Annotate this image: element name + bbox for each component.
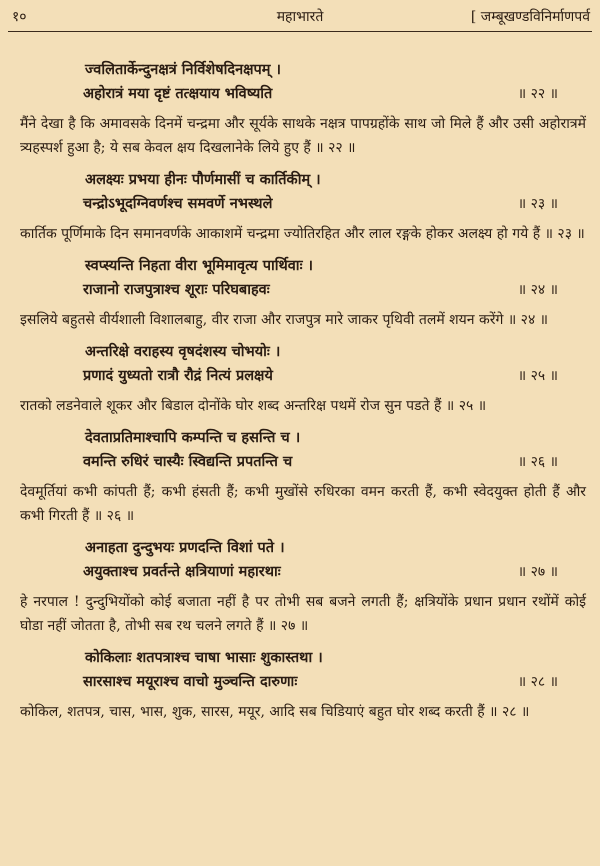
book-title: महाभारते <box>276 9 324 25</box>
verse-line-2 <box>20 450 586 474</box>
verse-line-1: स्वप्स्यन्ति निहता वीरा भूमिमावृत्य पार्थिवाः । <box>85 257 314 274</box>
verse-26-translation: देवमूर्तियां कभी कांपती हैं; कभी हंसती हैं; कभी मुखोंसे रुधिरका वमन करती हैं, कभी स्वेदयुक्त होती हैं और कभी गिरती हैं ॥ २६ ॥ <box>20 484 586 524</box>
verse-23-translation: कार्तिक पूर्णिमाके दिन समानवर्णके आकाशमें चन्द्रमा ज्योतिरहित और लाल रङ्गके होकर अलक्ष्य हो गये हैं ॥ २३ ॥ <box>20 226 585 242</box>
verse-line-1: ज्वलितार्केन्दुनक्षत्रं निर्विशेषदिनक्षपम् । <box>85 61 281 78</box>
verse-line-2 <box>20 82 586 106</box>
verse-number: ॥ २८ ॥ <box>517 674 558 690</box>
verse-line-1: अनाहता दुन्दुभयः प्रणदन्ति विशां पते । <box>85 539 285 556</box>
verse-22 <box>20 58 586 106</box>
verse-22-translation: मैंने देखा है कि अमावसके दिनमें चन्द्रमा और सूर्यके साथके नक्षत्र पापग्रहोंके साथ जो मिले हैं और उसी अहोरात्रमें त्र्यहस्पर्श हुआ है; ये सब केवल क्षय दिखलानेके लिये हुए हैं ॥ २२ ॥ <box>20 116 586 156</box>
verse-23 <box>20 168 586 216</box>
verse-27 <box>20 536 586 584</box>
verse-24-translation: इसलिये बहुतसे वीर्यशाली विशालबाहु, वीर राजा और राजपुत्र मारे जाकर पृथिवी तलमें शयन करेंगे ॥ २४ ॥ <box>20 312 549 328</box>
verse-24 <box>20 254 586 302</box>
page-header <box>0 0 600 30</box>
header-rule <box>8 31 592 32</box>
verse-number: ॥ २२ ॥ <box>517 86 558 102</box>
verse-line-2 <box>20 670 586 694</box>
verse-line-2-text: राजानो राजपुत्राश्च शूराः परिघबाहवः <box>83 281 270 298</box>
verse-27-translation: हे नरपाल ! दुन्दुभियोंको कोई बजाता नहीं है पर तोभी सब बजने लगती हैं; क्षत्रियोंके प्रधान प्रधान रथोंमें कोई घोडा नहीं जोतता है, तोभी सब रथ चलने लगते हैं ॥ २७ ॥ <box>20 594 586 634</box>
verse-26 <box>20 426 586 474</box>
verse-line-2-text: सारसाश्च मयूराश्च वाचो मुञ्चन्ति दारुणाः <box>83 673 298 690</box>
page-content <box>20 58 586 732</box>
page-number: १० <box>12 9 27 25</box>
verse-25 <box>20 340 586 388</box>
verse-line-2 <box>20 560 586 584</box>
verse-line-2 <box>20 364 586 388</box>
verse-line-1: अन्तरिक्षे वराहस्य वृषदंशस्य चोभयोः । <box>85 343 281 360</box>
verse-line-1: कोकिलाः शतपत्राश्च चाषा भासाः शुकास्तथा । <box>85 649 323 666</box>
verse-line-2 <box>20 192 586 216</box>
verse-line-2-text: प्रणादं युध्यतो रात्रौ रौद्रं नित्यं प्रलक्षये <box>83 367 273 384</box>
verse-28 <box>20 646 586 694</box>
verse-line-2-text: अहोरात्रं मया दृष्टं तत्क्षयाय भविष्यति <box>83 85 273 102</box>
verse-line-1: अलक्ष्यः प्रभया हीनः पौर्णमासीं च कार्तिकीम् । <box>85 171 321 188</box>
verse-line-2-text: चन्द्रोऽभूदग्निवर्णश्च समवर्णे नभस्थले <box>83 195 273 212</box>
verse-line-2 <box>20 278 586 302</box>
verse-28-translation: कोकिल, शतपत्र, चास, भास, शुक, सारस, मयूर, आदि सब चिडियाएं बहुत घोर शब्द करती हैं ॥ २८ ॥ <box>20 704 530 720</box>
verse-number: ॥ २४ ॥ <box>517 282 558 298</box>
section-title: [ जम्बूखण्डविनिर्माणपर्व <box>470 9 590 25</box>
verse-25-translation: रातको लडनेवाले शूकर और बिडाल दोनोंके घोर शब्द अन्तरिक्ष पथमें रोज सुन पडते हैं ॥ २५ ॥ <box>20 398 487 414</box>
verse-line-2-text: वमन्ति रुधिरं चास्यैः स्विद्यन्ति प्रपतन्ति च <box>83 453 293 470</box>
verse-number: ॥ २७ ॥ <box>517 564 558 580</box>
verse-line-1: देवताप्रतिमाश्चापि कम्पन्ति च हसन्ति च । <box>85 429 301 446</box>
verse-number: ॥ २६ ॥ <box>517 454 558 470</box>
verse-line-2-text: अयुक्ताश्च प्रवर्तन्ते क्षत्रियाणां महारथाः <box>83 563 281 580</box>
verse-number: ॥ २३ ॥ <box>517 196 558 212</box>
verse-number: ॥ २५ ॥ <box>517 368 558 384</box>
